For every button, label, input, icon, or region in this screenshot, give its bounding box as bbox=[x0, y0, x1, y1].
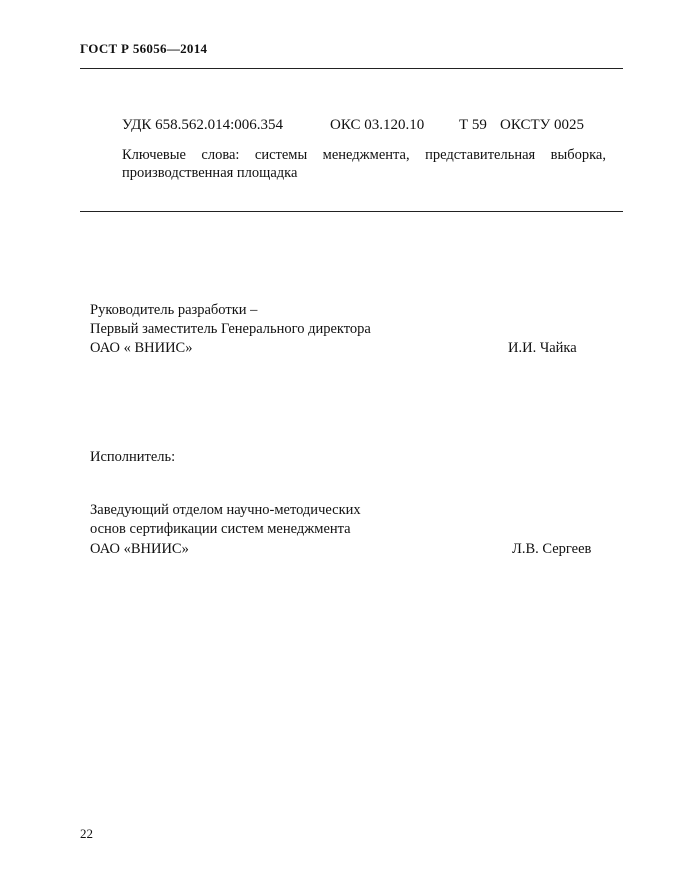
executor-role-line1: Заведующий отделом научно-методических bbox=[90, 502, 361, 518]
t-code: Т 59 bbox=[459, 117, 487, 133]
keywords-divider bbox=[80, 211, 623, 212]
document-header-standard: ГОСТ Р 56056—2014 bbox=[80, 41, 208, 56]
executor-role-line2: основ сертификации систем менеджмента bbox=[90, 521, 351, 537]
header-divider bbox=[80, 68, 623, 69]
lead-role-line1: Руководитель разработки – bbox=[90, 302, 258, 318]
lead-name: И.И. Чайка bbox=[508, 340, 577, 356]
lead-role-line2: Первый заместитель Генерального директора bbox=[90, 321, 371, 337]
executor-label: Исполнитель: bbox=[90, 449, 176, 465]
keywords: Ключевые слова: системы менеджмента, представительная выборка, производственная площадка bbox=[122, 147, 606, 181]
okstu-code: ОКСТУ 0025 bbox=[500, 117, 585, 133]
udk-code: УДК 658.562.014:006.354 bbox=[122, 117, 284, 133]
executor-organization: ОАО «ВНИИС» bbox=[90, 541, 189, 557]
lead-organization: ОАО « ВНИИС» bbox=[90, 340, 193, 356]
page-number: 22 bbox=[80, 826, 93, 841]
oks-code: ОКС 03.120.10 bbox=[330, 117, 425, 133]
executor-name: Л.В. Сергеев bbox=[512, 541, 592, 557]
